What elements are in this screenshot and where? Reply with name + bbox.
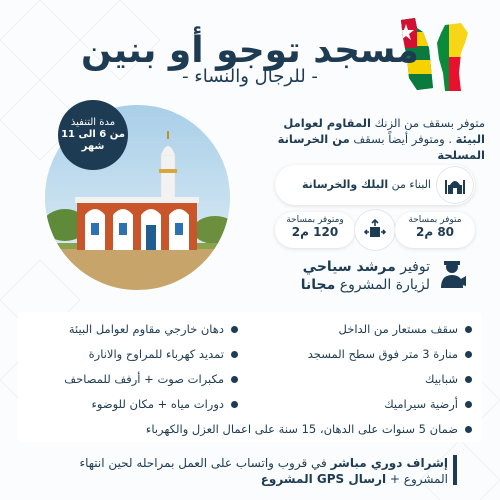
area-large-value: 120 م2 xyxy=(291,225,339,239)
duration-label: مدة التنفيذ xyxy=(70,117,116,128)
feature-text: سقف مستعار من الداخل xyxy=(338,322,458,336)
footer-accent-bar xyxy=(453,455,457,485)
guide-middle: لزيارة المشروع xyxy=(335,277,430,293)
construction-material: البلك والخرسانة xyxy=(301,178,389,191)
roof-description xyxy=(255,115,485,163)
feature-right-4 xyxy=(384,397,472,411)
feature-right-2 xyxy=(308,347,472,361)
tour-guide-text xyxy=(280,258,430,294)
area-options xyxy=(275,210,475,250)
area-small-label: متوفر بمساحة xyxy=(408,215,462,225)
footer-bold-1: إشراف دوري مباشر xyxy=(330,456,448,470)
bullet-icon xyxy=(231,401,238,408)
area-option-large xyxy=(275,212,355,248)
feature-text: أرضية سيراميك xyxy=(384,397,458,411)
tour-guide-icon xyxy=(437,258,467,290)
duration-badge xyxy=(58,100,128,170)
desc-text-2: . ومتوفر أيضاً بسقف xyxy=(349,132,456,146)
desc-bold-1: المقاوم لعوامل البيئة xyxy=(283,116,485,146)
footer-text: في قروب واتساب على العمل بمراحله لحين انتهاء المشروع + xyxy=(79,456,448,486)
footer-bold-2: ارسال GPS المشروع xyxy=(260,472,387,486)
area-small-value: 80 م2 xyxy=(415,225,455,239)
feature-right-1 xyxy=(339,322,472,336)
construction-pill xyxy=(275,165,475,205)
feature-text: مكبرات صوت + أرفف للمصاحف xyxy=(64,372,224,386)
feature-left-1 xyxy=(69,322,238,336)
warranty-item xyxy=(146,422,472,436)
desc-text-1: متوفر بسقف من الزنك xyxy=(370,116,485,130)
area-large-label: ومتوفر بمساحة xyxy=(286,215,344,225)
bullet-icon xyxy=(465,376,472,383)
feature-text: منارة 3 متر فوق سطح المسجد xyxy=(307,347,458,361)
feature-left-3 xyxy=(64,372,238,386)
bullet-icon xyxy=(465,401,472,408)
duration-unit: شهر xyxy=(81,141,105,152)
mosque-icon xyxy=(437,167,473,203)
feature-left-2 xyxy=(89,347,238,361)
bullet-icon xyxy=(231,351,238,358)
feature-text: شبابيك xyxy=(425,372,458,386)
feature-left-4 xyxy=(92,397,239,411)
guide-prefix: توفير xyxy=(395,259,430,275)
guide-end: مجانا xyxy=(300,277,336,293)
bullet-icon xyxy=(465,326,472,333)
page-title: مسجد توجو أو بنين xyxy=(81,30,419,71)
bullet-icon xyxy=(231,326,238,333)
bullet-icon xyxy=(231,376,238,383)
construction-prefix: البناء من xyxy=(388,178,431,191)
feature-text: دورات مياه + مكان للوضوء xyxy=(91,397,224,411)
bullet-icon xyxy=(465,351,472,358)
supervision-note xyxy=(40,455,448,487)
area-icon xyxy=(355,210,395,250)
bullet-icon xyxy=(465,426,472,433)
page-subtitle: - للرجال والنساء - xyxy=(182,66,318,87)
feature-right-3 xyxy=(425,372,472,386)
duration-range: من 6 الى 11 xyxy=(61,129,125,140)
guide-bold: مرشد سياحي xyxy=(302,259,396,275)
feature-text: دهان خارجي مقاوم لعوامل البيئة xyxy=(68,322,224,336)
area-option-small xyxy=(395,212,475,248)
desc-bold-2: من الخرسانة المسلحة xyxy=(277,132,485,162)
feature-text: تمديد كهرباء للمراوح والانارة xyxy=(88,347,224,361)
warranty-text: ضمان 5 سنوات على الدهان، 15 سنة على اعمال العزل والكهرباء xyxy=(145,422,458,436)
construction-text xyxy=(302,178,431,191)
